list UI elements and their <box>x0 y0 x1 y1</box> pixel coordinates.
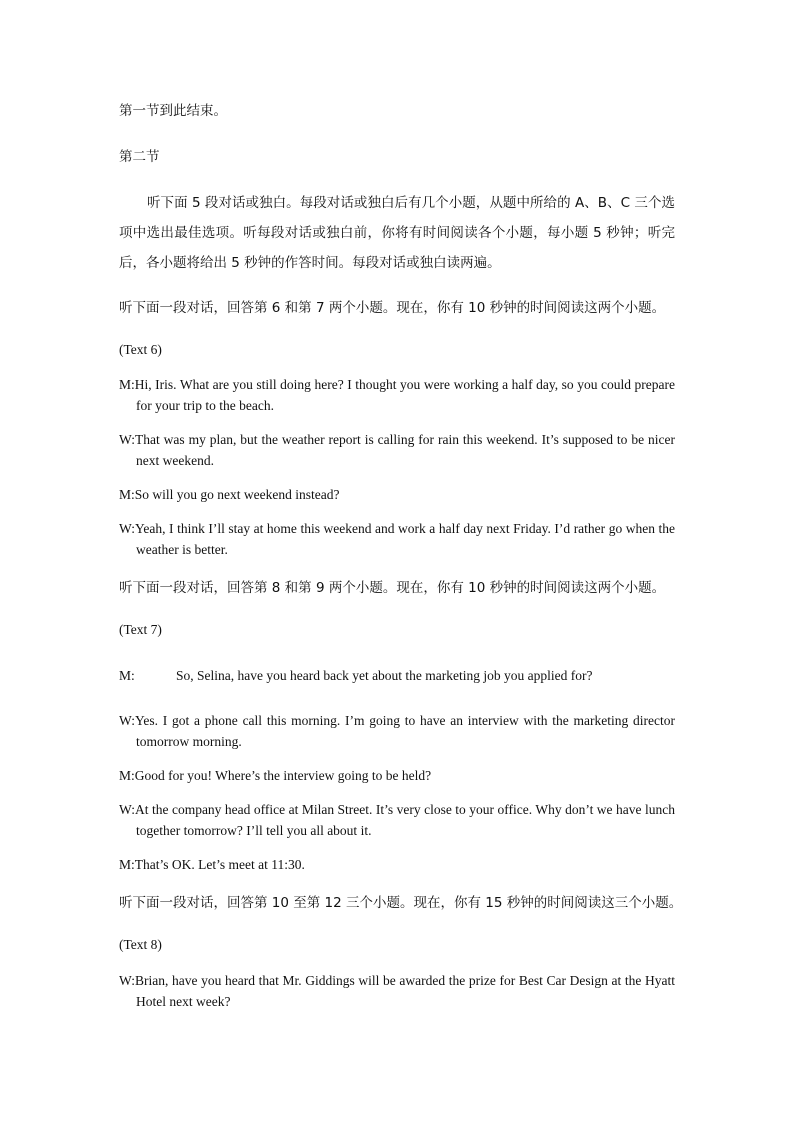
utterance: Yes. I got a phone call this morning. I’m going to have an interview with the marketing director tomorrow morning. <box>135 713 675 749</box>
section-end-text: 第一节到此结束。 <box>119 103 227 119</box>
dialogue-line <box>119 374 675 416</box>
utterance: Yeah, I think I’ll stay at home this weekend and work a half day next Friday. I’d rather go when the weather is better. <box>135 521 675 557</box>
prompt-text-10: 听下面一段对话，回答第 10 至第 12 三个小题。现在，你有 15 秒钟的时间阅读这三个小题。 <box>119 895 683 911</box>
text-7-label: (Text 7) <box>119 622 162 637</box>
utterance: So will you go next weekend instead? <box>134 487 340 502</box>
dialogue-line <box>119 970 675 1012</box>
utterance: That’s OK. Let’s meet at 11:30. <box>134 857 305 872</box>
dialogue-line <box>119 799 675 841</box>
utterance: Hi, Iris. What are you still doing here? I thought you were working a half day, so you could prepare for your trip to the beach. <box>134 377 675 413</box>
dialogue-line <box>119 518 675 560</box>
speaker: M: <box>119 857 135 872</box>
section-title: 第二节 <box>119 149 160 165</box>
dialogue-line <box>119 710 675 752</box>
speaker: M: <box>119 668 135 683</box>
prompt-text-6: 听下面一段对话，回答第 6 和第 7 两个小题。现在，你有 10 秒钟的时间阅读这两个小题。 <box>119 300 666 316</box>
dialogue-line <box>119 854 675 875</box>
utterance: So, Selina, have you heard back yet about the marketing job you applied for? <box>176 668 593 683</box>
dialogue-line <box>119 484 675 505</box>
dialogue-line <box>119 765 675 786</box>
utterance: Good for you! Where’s the interview going to be held? <box>134 768 432 783</box>
speaker: W: <box>119 802 135 817</box>
dialogue-line <box>119 665 675 686</box>
dialogue-line <box>119 429 675 471</box>
speaker: W: <box>119 713 135 728</box>
speaker: M: <box>119 377 135 392</box>
utterance: At the company head office at Milan Street. It’s very close to your office. Why don’t we have lunch together tomorrow? I’ll tell you all about it. <box>135 802 675 838</box>
speaker: M: <box>119 768 135 783</box>
utterance: Brian, have you heard that Mr. Giddings will be awarded the prize for Best Car Design at the Hyatt Hotel next week? <box>135 973 675 1009</box>
text-8-label: (Text 8) <box>119 937 162 952</box>
instructions-paragraph: 听下面 5 段对话或独白。每段对话或独白后有几个小题，从题中所给的 A、B、C 三个选项中选出最佳选项。听每段对话或独白前，你将有时间阅读各个小题，每小题 5 秒钟；听完后，各小题将给出 5 秒钟的作答时间。每段对话或独白读两遍。 <box>119 195 675 271</box>
speaker: W: <box>119 432 135 447</box>
text-6-label: (Text 6) <box>119 342 162 357</box>
utterance: That was my plan, but the weather report is calling for rain this weekend. It’s supposed to be nicer next weekend. <box>135 432 675 468</box>
prompt-text-8: 听下面一段对话，回答第 8 和第 9 两个小题。现在，你有 10 秒钟的时间阅读这两个小题。 <box>119 580 666 596</box>
speaker: W: <box>119 973 135 988</box>
speaker: M: <box>119 487 135 502</box>
speaker: W: <box>119 521 135 536</box>
